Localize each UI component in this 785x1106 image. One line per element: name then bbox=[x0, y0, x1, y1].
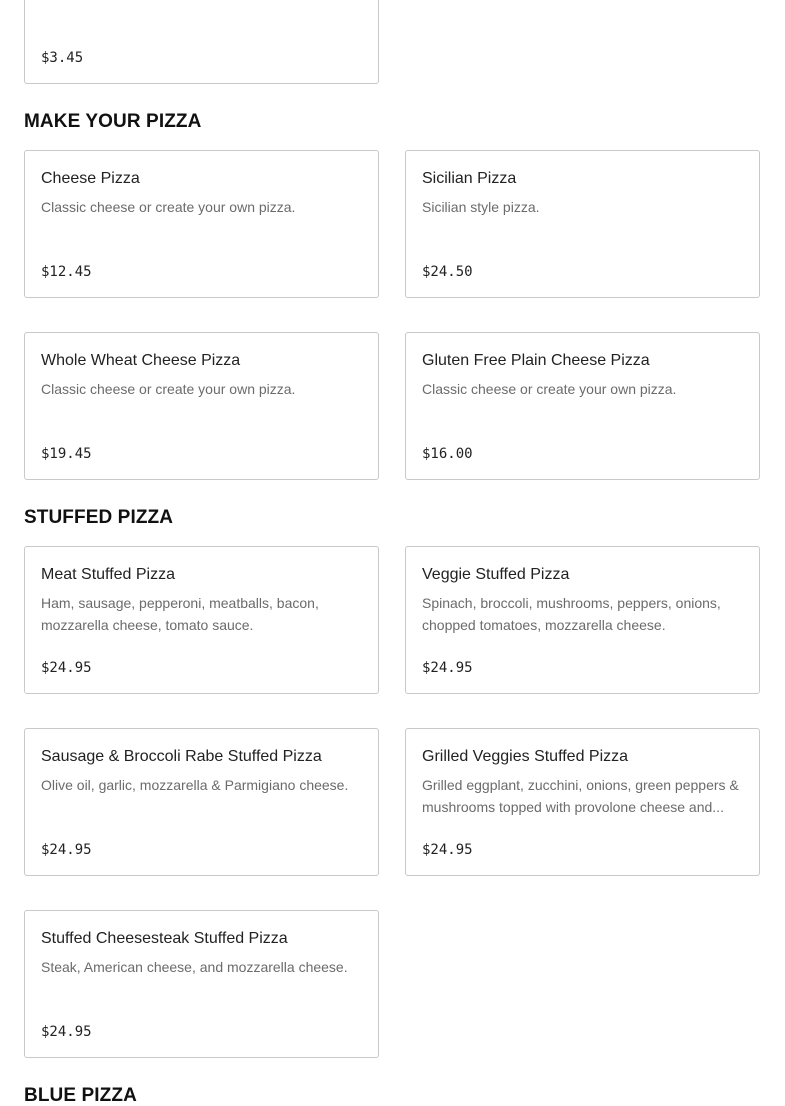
menu-item-description: Classic cheese or create your own pizza. bbox=[422, 381, 677, 397]
menu-item-name: Stuffed Cheesesteak Stuffed Pizza bbox=[41, 930, 288, 947]
menu-item-price: $16.00 bbox=[422, 446, 473, 462]
menu-item-card-meat-stuffed-pizza[interactable] bbox=[24, 546, 379, 694]
menu-item-description: Spinach, broccoli, mushrooms, peppers, onions, chopped tomatoes, mozzarella cheese. bbox=[422, 595, 721, 633]
section-title-make-your-pizza: MAKE YOUR PIZZA bbox=[24, 111, 202, 132]
menu-item-description: Classic cheese or create your own pizza. bbox=[41, 381, 296, 397]
menu-item-card-sicilian-pizza[interactable] bbox=[405, 150, 760, 298]
menu-item-price: $24.95 bbox=[422, 842, 473, 858]
menu-item-price: $3.45 bbox=[41, 50, 84, 66]
menu-item-name: Cheese Pizza bbox=[41, 170, 140, 187]
menu-item-price: $24.95 bbox=[422, 660, 473, 676]
menu-item-card-gluten-free-plain-cheese-pizza[interactable] bbox=[405, 332, 760, 480]
menu-item-price: $24.95 bbox=[41, 842, 92, 858]
menu-item-description: Sicilian style pizza. bbox=[422, 199, 540, 215]
menu-item-card-veggie-stuffed-pizza[interactable] bbox=[405, 546, 760, 694]
menu-item-price: $24.50 bbox=[422, 264, 473, 280]
menu-item-price: $24.95 bbox=[41, 1024, 92, 1040]
menu-item-price: $12.45 bbox=[41, 264, 92, 280]
menu-item-card-cheese-pizza[interactable] bbox=[24, 150, 379, 298]
menu-item-description: Olive oil, garlic, mozzarella & Parmigiano cheese. bbox=[41, 777, 349, 793]
menu-item-card-sausage-broccoli-rabe-stuffed-pizza[interactable] bbox=[24, 728, 379, 876]
section-title-blue-pizza: BLUE PIZZA bbox=[24, 1085, 137, 1106]
menu-item-description: Classic cheese or create your own pizza. bbox=[41, 199, 296, 215]
menu-item-name: Gluten Free Plain Cheese Pizza bbox=[422, 352, 650, 369]
menu-item-name: Veggie Stuffed Pizza bbox=[422, 566, 570, 583]
section-title-stuffed-pizza: STUFFED PIZZA bbox=[24, 507, 174, 528]
menu-item-card-whole-wheat-cheese-pizza[interactable] bbox=[24, 332, 379, 480]
menu-item-description: Steak, American cheese, and mozzarella cheese. bbox=[41, 959, 348, 975]
menu-item-description: Grilled eggplant, zucchini, onions, green peppers & mushrooms topped with provolone cheese and... bbox=[422, 777, 739, 815]
menu-item-card-grilled-veggies-stuffed-pizza[interactable] bbox=[405, 728, 760, 876]
menu-item-card[interactable] bbox=[24, 0, 379, 84]
menu-item-name: Whole Wheat Cheese Pizza bbox=[41, 352, 241, 369]
menu-item-name: Meat Stuffed Pizza bbox=[41, 566, 175, 583]
menu-item-name: Grilled Veggies Stuffed Pizza bbox=[422, 748, 629, 765]
menu-item-price: $19.45 bbox=[41, 446, 92, 462]
menu-item-description: Ham, sausage, pepperoni, meatballs, bacon, mozzarella cheese, tomato sauce. bbox=[41, 595, 319, 633]
menu-item-name: Sausage & Broccoli Rabe Stuffed Pizza bbox=[41, 748, 322, 765]
menu-item-price: $24.95 bbox=[41, 660, 92, 676]
menu-item-card-stuffed-cheesesteak-stuffed-pizza[interactable] bbox=[24, 910, 379, 1058]
menu-item-name: Sicilian Pizza bbox=[422, 170, 517, 187]
